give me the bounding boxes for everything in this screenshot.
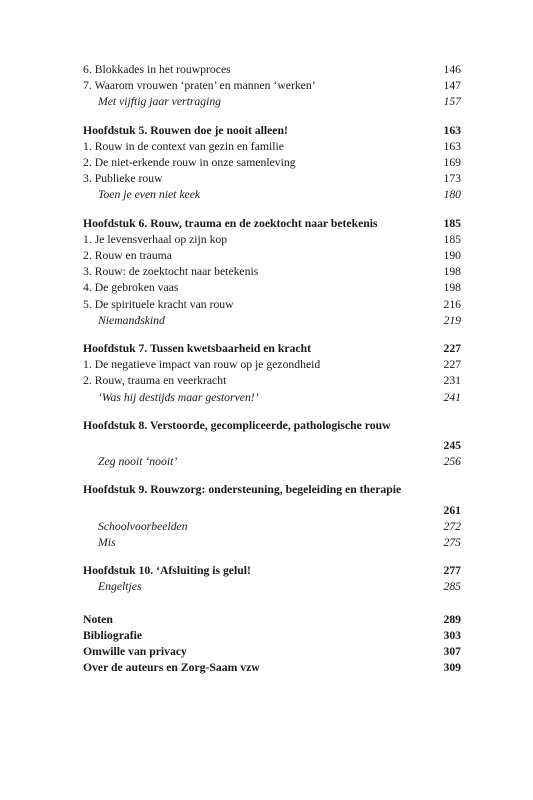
chapter-heading[interactable]: [83, 216, 461, 232]
toc-story-page: 180: [443, 188, 461, 202]
toc-entry-page: 198: [443, 265, 461, 279]
toc-story-page: 285: [443, 580, 461, 594]
chapter-heading[interactable]: [83, 341, 461, 357]
back-matter-title: Over de auteurs en Zorg-Saam vzw: [83, 661, 260, 675]
chapter-heading[interactable]: [83, 482, 461, 498]
toc-entry-page: 231: [443, 374, 461, 388]
toc-entry[interactable]: [83, 62, 461, 78]
back-matter-title: Bibliografie: [83, 628, 143, 642]
toc-entry-title: 4. De gebroken vaas: [83, 281, 179, 295]
toc-story-title: Niemandskind: [98, 313, 165, 327]
toc-story-entry[interactable]: [83, 390, 461, 406]
toc-story-page: 256: [443, 455, 461, 469]
toc-story-entry[interactable]: [83, 313, 461, 329]
toc-entry-title: 1. Rouw in de context van gezin en familie: [83, 139, 284, 153]
toc-entry[interactable]: [83, 232, 461, 248]
chapter-heading[interactable]: [83, 563, 461, 579]
toc-story-page: 241: [443, 390, 461, 404]
toc-entry[interactable]: [83, 171, 461, 187]
toc-entry-page: 190: [443, 249, 461, 263]
toc-entry-page: 147: [443, 79, 461, 93]
toc-entry[interactable]: [83, 139, 461, 155]
toc-entry[interactable]: [83, 155, 461, 171]
toc-section-chapter-4-cont: [83, 62, 461, 111]
toc-story-title: Met vijftig jaar vertraging: [98, 95, 222, 109]
chapter-page: 261: [443, 503, 461, 517]
toc-story-title: Toen je even niet keek: [98, 188, 201, 202]
toc-entry[interactable]: [83, 297, 461, 313]
toc-entry-title: 6. Blokkades in het rouwproces: [83, 63, 231, 76]
toc-entry-title: 3. Publieke rouw: [83, 172, 163, 186]
toc-story-page: 219: [443, 313, 461, 327]
toc-story-title: Zeg nooit ‘nooit’: [98, 455, 178, 469]
toc-entry[interactable]: [83, 280, 461, 296]
toc-entry-title: 2. Rouw en trauma: [83, 249, 172, 263]
toc-story-entry[interactable]: [83, 187, 461, 203]
chapter-page: 277: [443, 564, 461, 578]
chapter-title: Hoofdstuk 10. ‘Afsluiting is gelul!: [83, 564, 251, 578]
toc-story-page: 275: [443, 536, 461, 550]
toc-section-chapter-8: [83, 418, 461, 471]
toc-story-page: 272: [443, 519, 461, 533]
chapter-heading[interactable]: [83, 418, 461, 434]
toc-entry[interactable]: [83, 248, 461, 264]
toc-story-page: 157: [443, 95, 461, 109]
toc-story-entry[interactable]: [83, 519, 461, 535]
chapter-title: Hoofdstuk 7. Tussen kwetsbaarheid en kracht: [83, 342, 311, 356]
toc-entry[interactable]: [83, 357, 461, 373]
back-matter-entry[interactable]: [83, 628, 461, 644]
toc-story-title: Schoolvoorbeelden: [98, 519, 188, 533]
toc-story-title: Mis: [98, 536, 116, 550]
toc-entry-page: 173: [443, 172, 461, 186]
toc-section-chapter-7: [83, 341, 461, 406]
chapter-page-row: [83, 503, 461, 519]
back-matter-entry[interactable]: [83, 644, 461, 660]
toc-section-chapter-9: [83, 482, 461, 551]
toc-entry-page: 198: [443, 281, 461, 295]
chapter-title: Hoofdstuk 8. Verstoorde, gecompliceerde, pathologische rouw: [83, 418, 391, 432]
back-matter-page: 309: [443, 661, 461, 675]
toc-entry-page: 227: [443, 358, 461, 372]
toc-section-chapter-10: [83, 563, 461, 595]
chapter-title: Hoofdstuk 5. Rouwen doe je nooit alleen!: [83, 123, 288, 137]
chapter-page: 245: [443, 439, 461, 453]
toc-entry-page: 146: [443, 63, 461, 76]
toc-entry-title: 2. De niet-erkende rouw in onze samenleving: [83, 156, 296, 170]
toc-story-title: Engeltjes: [98, 580, 142, 594]
toc-entry-title: 3. Rouw: de zoektocht naar betekenis: [83, 265, 259, 279]
back-matter-page: 303: [443, 628, 461, 642]
back-matter-page: 307: [443, 645, 461, 659]
toc-entry-title: 5. De spirituele kracht van rouw: [83, 297, 234, 311]
toc-entry-page: 163: [443, 139, 461, 153]
chapter-title: Hoofdstuk 6. Rouw, trauma en de zoektocht naar betekenis: [83, 216, 378, 230]
toc-entry-page: 185: [443, 232, 461, 246]
chapter-title: Hoofdstuk 9. Rouwzorg: ondersteuning, begeleiding en therapie: [83, 483, 402, 497]
toc-story-entry[interactable]: [83, 579, 461, 595]
toc-story-entry[interactable]: [83, 94, 461, 110]
back-matter-entry[interactable]: [83, 660, 461, 676]
toc-story-entry[interactable]: [83, 535, 461, 551]
chapter-page-row: [83, 438, 461, 454]
toc-entry-page: 169: [443, 156, 461, 170]
toc-entry-page: 216: [443, 297, 461, 311]
toc-entry-title: 2. Rouw, trauma en veerkracht: [83, 374, 227, 388]
toc-section-chapter-5: [83, 123, 461, 204]
chapter-page: 185: [443, 216, 461, 230]
toc-story-title: ‘Was hij destijds maar gestorven!’: [98, 390, 259, 404]
back-matter-title: Omwille van privacy: [83, 645, 187, 659]
chapter-page: 227: [443, 342, 461, 356]
toc-story-entry[interactable]: [83, 454, 461, 470]
back-matter-title: Noten: [83, 612, 113, 626]
toc-entry[interactable]: [83, 78, 461, 94]
toc-entry-title: 7. Waarom vrouwen ‘praten’ en mannen ‘werken’: [83, 79, 316, 93]
toc-entry-title: 1. Je levensverhaal op zijn kop: [83, 232, 228, 246]
toc-entry[interactable]: [83, 264, 461, 280]
chapter-heading[interactable]: [83, 123, 461, 139]
toc-entry[interactable]: [83, 373, 461, 389]
toc-section-back-matter: [83, 612, 461, 677]
chapter-page: 163: [443, 123, 461, 137]
toc-section-chapter-6: [83, 216, 461, 329]
toc-entry-title: 1. De negatieve impact van rouw op je gezondheid: [83, 358, 321, 372]
back-matter-entry[interactable]: [83, 612, 461, 628]
back-matter-page: 289: [443, 612, 461, 626]
